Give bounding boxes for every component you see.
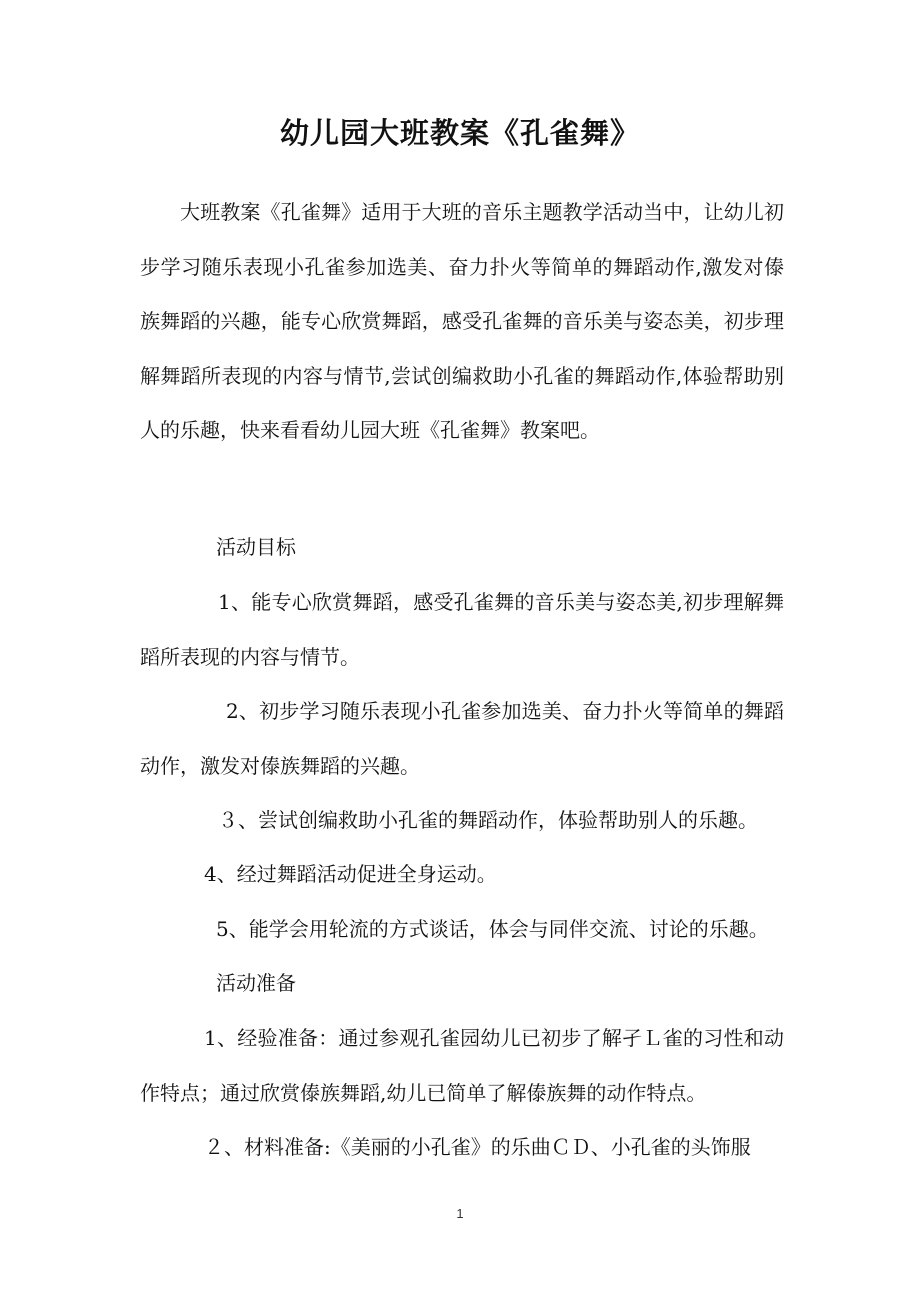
intro-paragraph: 大班教案《孔雀舞》适用于大班的音乐主题教学活动当中，让幼儿初步学习随乐表现小孔雀参加选美、奋力扑火等简单的舞蹈动作,激发对傣族舞蹈的兴趣，能专心欣赏舞蹈，感受孔雀舞的音乐美与姿态美，初步理解舞蹈所表现的内容与情节,尝试创编救助小孔雀的舞蹈动作,体验帮助别人的乐趣，快来看看幼儿园大班《孔雀舞》教案吧。 <box>140 200 784 443</box>
goal-item: 2、初步学习随乐表现小孔雀参加选美、奋力扑火等简单的舞蹈动作，激发对傣族舞蹈的兴趣。 <box>140 699 784 778</box>
prep-heading: 活动准备 <box>216 971 296 995</box>
page-number: 1 <box>456 1206 464 1221</box>
document-title: 幼儿园大班教案《孔雀舞》 <box>279 116 640 150</box>
goal-item: 4、经过舞蹈活动促进全身运动。 <box>204 862 497 886</box>
prep-item: 1、经验准备：通过参观孔雀园幼儿已初步了解孑Ｌ雀的习性和动作特点；通过欣赏傣族舞蹈,幼儿已简单了解傣族舞的动作特点。 <box>140 1026 784 1105</box>
goal-item: ３、尝试创编救助小孔雀的舞蹈动作，体验帮助别人的乐趣。 <box>218 808 758 832</box>
goal-item: 5、能学会用轮流的方式谈话，体会与同伴交流、讨论的乐趣。 <box>216 917 769 941</box>
goal-item: 1、能专心欣赏舞蹈，感受孔雀舞的音乐美与姿态美,初步理解舞蹈所表现的内容与情节。 <box>140 590 784 669</box>
goals-heading: 活动目标 <box>216 535 296 559</box>
prep-item: ２、材料准备:《美丽的小孔雀》的乐曲ＣＤ、小孔雀的头饰服 <box>204 1135 751 1159</box>
